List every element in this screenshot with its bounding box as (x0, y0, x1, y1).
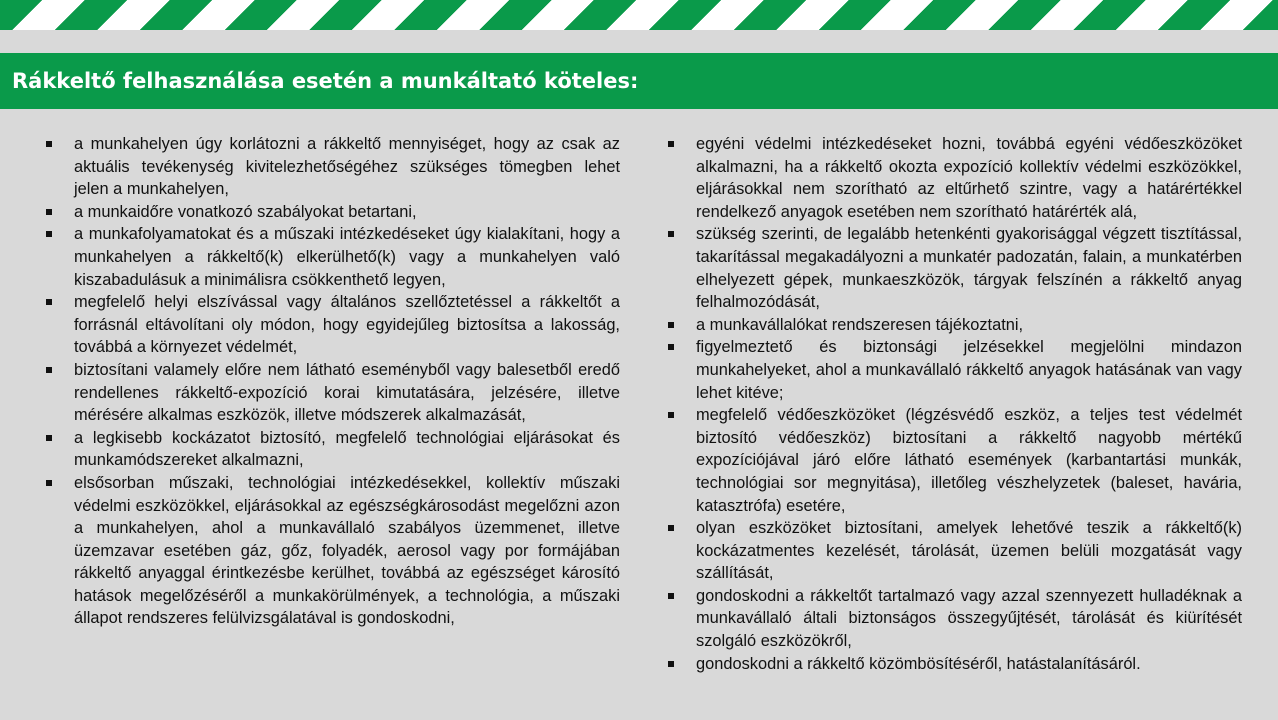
list-item: elsősorban műszaki, technológiai intézkedésekkel, kollektív műszaki védelmi eszközökkel, eljárásokkal az egészségkárosodást megelőzni azon a munkahelyen, ahol a munkavállaló szabályos üzemmenet, illetve üzemzavar esetében gáz, gőz, folyadék, aerosol vagy por formájában rákkeltő anyaggal érintkezésbe kerülhet, továbbá az egészséget károsító hatások megelőzéséről a munkakörülmények, a technológia, a műszaki állapot rendszeres felülvizsgálatával is gondoskodni, (43, 472, 620, 630)
list-item: a munkavállalókat rendszeresen tájékoztatni, (665, 314, 1242, 337)
title-banner (0, 53, 1278, 109)
list-item: gondoskodni a rákkeltőt tartalmazó vagy azzal szennyezett hulladéknak a munkavállaló általi biztonságos összegyűjtését, tárolását és kiürítését szolgáló eszközökről, (665, 585, 1242, 653)
list-item: megfelelő helyi elszívással vagy általános szellőztetéssel a rákkeltőt a forrásnál eltávolítani oly módon, hogy egyidejűleg biztosítsa a lakosság, továbbá a környezet védelmét, (43, 291, 620, 359)
obligations-list-left (43, 133, 620, 630)
list-item: a munkaidőre vonatkozó szabályokat betartani, (43, 201, 620, 224)
list-item: biztosítani valamely előre nem látható eseményből vagy balesetből eredő rendellenes rákkeltő-expozíció korai kimutatására, jelzésére, illetve mérésére alkalmas eszközök, illetve módszerek alkalmazását, (43, 359, 620, 427)
list-item: gondoskodni a rákkeltő közömbösítéséről, hatástalanításáról. (665, 653, 1242, 676)
decorative-stripe-bar (0, 0, 1278, 30)
list-item: megfelelő védőeszközöket (légzésvédő eszköz, a teljes test védelmét biztosító védőeszköz) biztosítani a rákkeltő nagyobb mértékű expozíciójával járó előre látható események (karbantartási munkák, technológiai sor megnyitása), illetőleg vészhelyzetek (baleset, havária, katasztrófa) esetére, (665, 404, 1242, 517)
list-item: egyéni védelmi intézkedéseket hozni, továbbá egyéni védőeszközöket alkalmazni, ha a rákkeltő okozta expozíció kollektív védelmi eszközökkel, eljárásokkal nem szorítható az eltűrhető szintre, vagy a határértékkel rendelkező anyagok esetében nem szorítható határérték alá, (665, 133, 1242, 223)
list-item: a munkahelyen úgy korlátozni a rákkeltő mennyiséget, hogy az csak az aktuális tevékenység kivitelezhetőségéhez szükséges tömegben lehet jelen a munkahelyen, (43, 133, 620, 201)
list-item: figyelmeztető és biztonsági jelzésekkel megjelölni mindazon munkahelyeket, ahol a munkavállaló rákkeltő anyagok hatásának van vagy lehet kitéve; (665, 336, 1242, 404)
list-item: olyan eszközöket biztosítani, amelyek lehetővé teszik a rákkeltő(k) kockázatmentes kezelését, tárolását, üzemen belüli mozgatását vagy szállítását, (665, 517, 1242, 585)
page-title: Rákkeltő felhasználása esetén a munkáltató köteles: (12, 69, 639, 93)
list-item: szükség szerinti, de legalább hetenkénti gyakorisággal végzett tisztítással, takarítással megakadályozni a munkatér padozatán, falain, a munkatérben elhelyezett gépek, munkaeszközök, tárgyak felszínén a rákkeltő anyag felhalmozódását, (665, 223, 1242, 313)
list-item: a munkafolyamatokat és a műszaki intézkedéseket úgy kialakítani, hogy a munkahelyen a rákkeltő(k) elkerülhető(k) vagy a munkahelyen való kiszabadulásuk a minimálisra csökkenthető legyen, (43, 223, 620, 291)
list-item: a legkisebb kockázatot biztosító, megfelelő technológiai eljárásokat és munkamódszereket alkalmazni, (43, 427, 620, 472)
obligations-list-right (665, 133, 1242, 675)
